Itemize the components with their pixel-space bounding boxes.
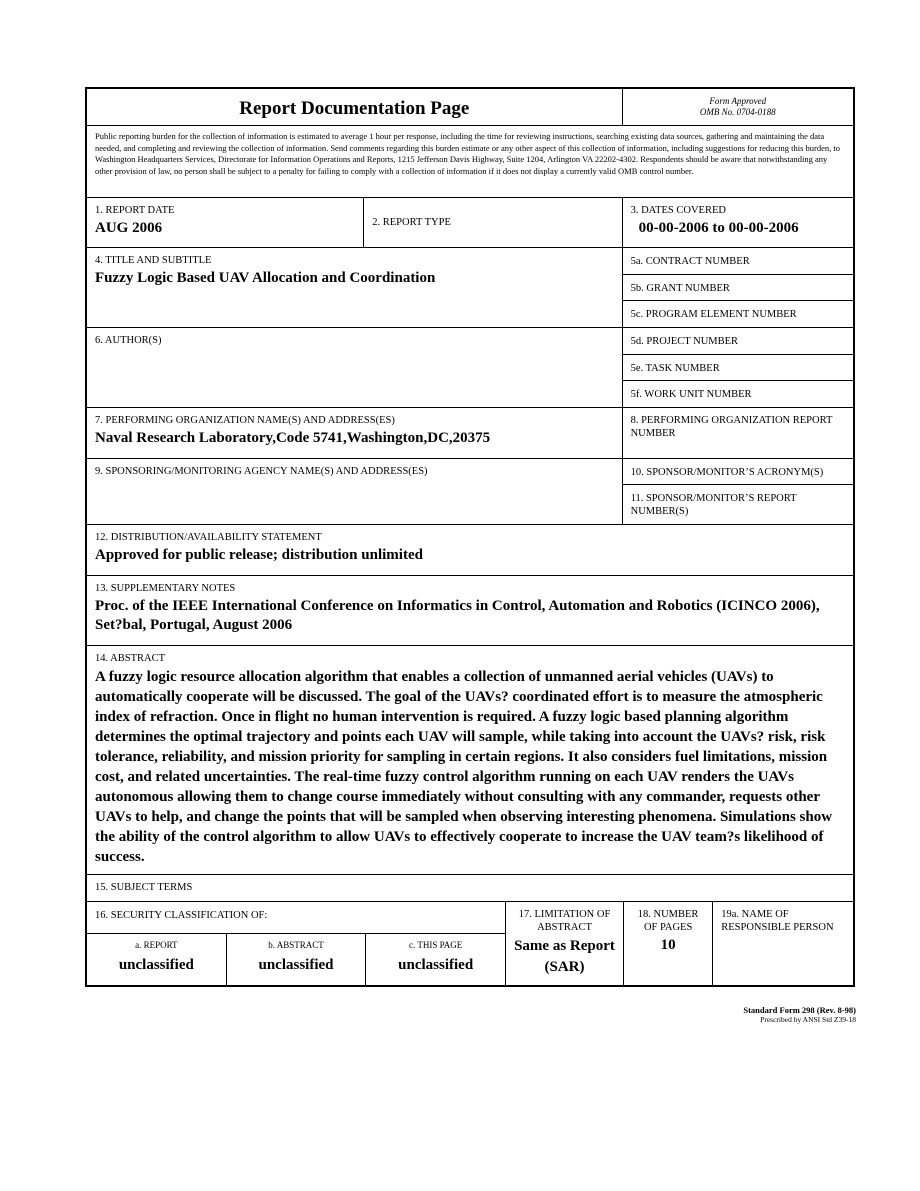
security-label: 16. SECURITY CLASSIFICATION OF:	[87, 902, 505, 934]
pages-label: 18. NUMBER OF PAGES	[637, 909, 699, 933]
numbers-group-b	[623, 328, 853, 407]
report-documentation-form	[85, 87, 855, 987]
sponsoring-row	[87, 459, 853, 525]
pages-value: 10	[660, 937, 676, 953]
classification-cells	[87, 934, 505, 985]
numbers-group-a	[623, 248, 853, 327]
dates-row	[87, 198, 853, 248]
standard-form-label: Standard Form 298 (Rev. 8-98)	[743, 1005, 856, 1015]
supplementary-value: Proc. of the IEEE International Conference on Informatics in Control, Automation and Robotics (ICINCO 2006), Set?bal, Portugal, August 2006	[95, 598, 820, 633]
supplementary-row	[87, 576, 853, 646]
responsible-person-field	[713, 902, 853, 985]
contract-number-label: 5a. CONTRACT NUMBER	[623, 248, 853, 275]
abstract-field	[87, 646, 853, 874]
page-class-label: c. THIS PAGE	[409, 940, 463, 950]
supplementary-label: 13. SUPPLEMENTARY NOTES	[95, 583, 236, 594]
abstract-classification	[227, 934, 367, 985]
program-element-label: 5c. PROGRAM ELEMENT NUMBER	[630, 309, 797, 320]
grant-number-label: 5b. GRANT NUMBER	[623, 275, 853, 302]
report-date-value: AUG 2006	[95, 220, 163, 236]
title-field	[87, 248, 623, 327]
report-class-value: unclassified	[118, 957, 194, 973]
report-date-field	[87, 198, 364, 247]
subject-terms-row	[87, 875, 853, 902]
distribution-value: Approved for public release; distribution unlimited	[95, 547, 423, 563]
performing-report-label: 8. PERFORMING ORGANIZATION REPORT NUMBER	[630, 415, 833, 439]
burden-notice: Public reporting burden for the collection of information is estimated to average 1 hour per response, including the time for reviewing instructions, searching existing data sources, gathering and maintaining the data needed, and completing and reviewing the collection of information. Send comments regarding this burden estimate or any other aspect of this collection of information, including suggestions for reducing this burden, to Washington Headquarters Services, Directorate for Information Operations and Reports, 1215 Jefferson Davis Highway, Suite 1204, Arlington VA 22202-4302. Respondents should be aware that notwithstanding any other provision of law, no person shall be subject to a penalty for failing to comply with a collection of information if it does not display a currently valid OMB control number.	[95, 131, 840, 176]
limitation-label: 17. LIMITATION OF ABSTRACT	[518, 909, 611, 933]
distribution-field	[87, 525, 853, 575]
sponsoring-label: 9. SPONSORING/MONITORING AGENCY NAME(S) AND ADDRESS(ES)	[95, 466, 428, 477]
abstract-row	[87, 646, 853, 875]
abstract-class-label: b. ABSTRACT	[268, 940, 324, 950]
header-row	[87, 89, 853, 126]
authors-label: 6. AUTHOR(S)	[95, 335, 162, 346]
title-row	[87, 248, 853, 328]
security-classification-field	[87, 902, 506, 985]
abstract-class-value: unclassified	[258, 957, 334, 973]
report-class-label: a. REPORT	[135, 940, 178, 950]
title-label: 4. TITLE AND SUBTITLE	[95, 255, 212, 266]
performing-org-value: Naval Research Laboratory,Code 5741,Washington,DC,20375	[95, 430, 491, 446]
performing-org-label: 7. PERFORMING ORGANIZATION NAME(S) AND ADDRESS(ES)	[95, 415, 395, 426]
task-number-label: 5e. TASK NUMBER	[623, 355, 853, 382]
limitation-value: Same as Report (SAR)	[514, 938, 615, 975]
supplementary-field	[87, 576, 853, 645]
limitation-field	[506, 902, 624, 985]
sponsor-report-label: 11. SPONSOR/MONITOR’S REPORT NUMBER(S)	[630, 493, 797, 517]
performing-org-row	[87, 408, 853, 459]
notice-row	[87, 126, 853, 198]
title-value: Fuzzy Logic Based UAV Allocation and Coordination	[95, 270, 436, 286]
prescribed-by-label: Prescribed by ANSI Std Z39-18	[760, 1015, 856, 1024]
authors-row	[87, 328, 853, 408]
distribution-row	[87, 525, 853, 576]
responsible-person-label: 19a. NAME OF RESPONSIBLE PERSON	[721, 909, 834, 933]
abstract-label: 14. ABSTRACT	[95, 653, 166, 664]
dates-covered-field	[623, 198, 853, 247]
page-title: Report Documentation Page	[87, 89, 623, 125]
sponsoring-field	[87, 459, 623, 524]
form-footer	[743, 1005, 856, 1024]
dates-covered-value: 00-00-2006 to 00-00-2006	[638, 220, 799, 236]
form-approved-box	[623, 89, 853, 125]
report-date-label: 1. REPORT DATE	[95, 205, 175, 216]
distribution-label: 12. DISTRIBUTION/AVAILABILITY STATEMENT	[95, 532, 322, 543]
page-class-value: unclassified	[398, 957, 474, 973]
form-approved-label: Form Approved	[709, 96, 767, 106]
dates-covered-label: 3. DATES COVERED	[630, 205, 726, 216]
performing-org-field	[87, 408, 623, 458]
page-classification	[366, 934, 505, 985]
project-number-label: 5d. PROJECT NUMBER	[623, 328, 853, 355]
abstract-value: A fuzzy logic resource allocation algorithm that enables a collection of unmanned aerial vehicles (UAVs) to automatically cooperate will be discussed. The goal of the UAVs? coordinated effort is to measure the atmospheric index of refraction. Once in flight no human intervention is required. A fuzzy logic based planning algorithm determines the optimal trajectory and points each UAV will sample, while taking into account the UAVs? risk, risk tolerance, reliability, and mission priority for sampling in certain regions. It also considers fuel limitations, mission cost, and related uncertainties. The real-time fuzzy control algorithm running on each UAV renders the UAVs autonomous allowing them to change course immediately without consulting with any commander, requests other UAVs to help, and change the points that will be sampled when observing interesting phenomena. Simulations show the ability of the control algorithm to allow UAVs to effectively cooperate to increase the UAV team?s likelihood of success.	[95, 669, 833, 865]
sponsor-acronym-label: 10. SPONSOR/MONITOR’S ACRONYM(S)	[623, 459, 853, 485]
omb-number: OMB No. 0704-0188	[699, 107, 776, 117]
report-type-label: 2. REPORT TYPE	[372, 217, 451, 228]
work-unit-label: 5f. WORK UNIT NUMBER	[630, 389, 752, 400]
sponsor-group	[623, 459, 853, 524]
subject-terms-label: 15. SUBJECT TERMS	[95, 882, 193, 893]
authors-field	[87, 328, 623, 407]
performing-report-field	[623, 408, 853, 458]
classification-row	[87, 902, 853, 985]
report-classification	[87, 934, 227, 985]
report-type-field	[364, 198, 622, 247]
pages-field	[624, 902, 713, 985]
